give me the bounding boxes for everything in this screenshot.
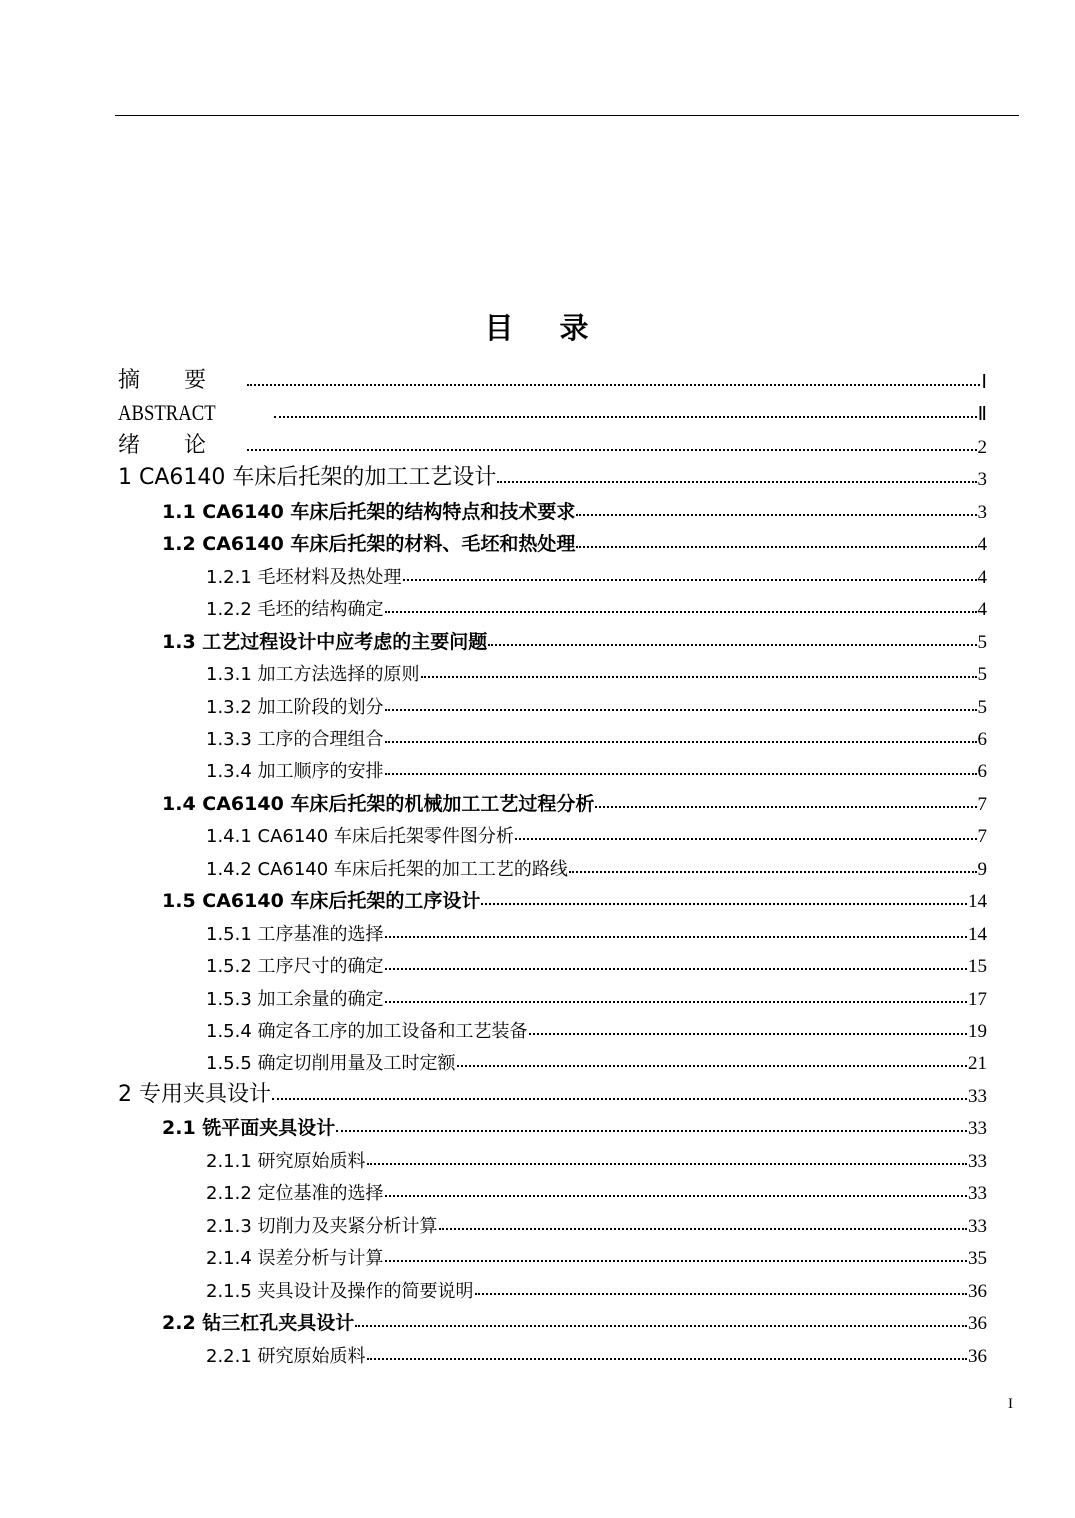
toc-leader-dots — [403, 579, 977, 581]
toc-entry[interactable] — [206, 979, 987, 1011]
toc-entry-page: 36 — [968, 1280, 987, 1302]
toc-entry-label: 2 专用夹具设计 — [118, 1081, 271, 1107]
toc-entry[interactable] — [162, 524, 987, 556]
toc-entry[interactable] — [206, 687, 987, 719]
toc-entry-page: 33 — [968, 1085, 987, 1107]
toc-entry-label: 1.5 CA6140 车床后托架的工序设计 — [162, 890, 481, 913]
toc-entry[interactable] — [206, 816, 987, 848]
toc-entry-label: 1.2.1 毛坯材料及热处理 — [206, 566, 402, 588]
toc-entry-label: 1.1 CA6140 车床后托架的结构特点和技术要求 — [162, 500, 576, 523]
toc-entry-page: 35 — [968, 1248, 987, 1270]
toc-entry-label: 绪 论 — [118, 432, 207, 458]
toc-entry[interactable] — [162, 881, 987, 913]
toc-entry-label: 1.4.1 CA6140 车床后托架零件图分析 — [206, 826, 514, 848]
toc-entry-label: 1 CA6140 车床后托架的加工工艺设计 — [118, 465, 497, 491]
toc-entry-label: 1.3.1 加工方法选择的原则 — [206, 664, 420, 686]
toc-entry-page: 33 — [968, 1215, 987, 1237]
toc-entry[interactable] — [206, 1271, 987, 1303]
toc-leader-dots — [385, 968, 967, 970]
toc-leader-dots — [595, 806, 976, 808]
toc-entry[interactable] — [206, 654, 987, 686]
toc-leader-dots — [385, 611, 977, 613]
toc-entry-page: 5 — [977, 696, 987, 718]
toc-leader-dots — [576, 546, 976, 548]
toc-entry-page: 7 — [977, 793, 987, 815]
toc-entry[interactable] — [162, 492, 987, 524]
toc-entry[interactable] — [118, 394, 987, 426]
toc-entry-label: 1.3.3 工序的合理组合 — [206, 728, 384, 750]
toc-entry-label: 2.2.1 研究原始质料 — [206, 1345, 366, 1367]
toc-leader-dots — [481, 903, 967, 905]
toc-entry[interactable] — [206, 849, 987, 881]
toc-entry-label: 1.3 工艺过程设计中应考虑的主要问题 — [162, 630, 488, 653]
toc-entry[interactable] — [206, 914, 987, 946]
toc-entry-label: 2.1.3 切削力及夹紧分析计算 — [206, 1215, 438, 1237]
toc-entry-label: 摘 要 — [118, 368, 207, 393]
toc-entry-label: 2.1.2 定位基准的选择 — [206, 1183, 384, 1205]
toc-entry-label: 1.2.2 毛坯的结构确定 — [206, 599, 384, 621]
toc-entry-label: 1.3.4 加工顺序的安排 — [206, 761, 384, 783]
toc-entry-page: 2 — [977, 436, 987, 458]
toc-entry[interactable] — [162, 622, 987, 654]
toc-leader-dots — [576, 514, 976, 516]
toc-entry[interactable] — [162, 1108, 987, 1140]
toc-entry-page: 14 — [968, 923, 987, 945]
toc-entry-label: 2.2 钻三杠孔夹具设计 — [162, 1312, 355, 1335]
toc-entry-page: 17 — [968, 988, 987, 1010]
toc-entry-page: 5 — [977, 631, 987, 653]
toc-leader-dots — [475, 1293, 967, 1295]
toc-leader-dots — [497, 481, 976, 483]
toc-title-char-2: 录 — [559, 311, 591, 345]
toc-entry[interactable] — [206, 1141, 987, 1173]
toc-entry-label: 1.4.2 CA6140 车床后托架的加工工艺的路线 — [206, 858, 568, 880]
toc-entry[interactable] — [206, 751, 987, 783]
toc-leader-dots — [439, 1228, 967, 1230]
toc-entry-page: 15 — [968, 956, 987, 978]
toc-entry-page: 33 — [968, 1150, 987, 1172]
toc-entry-page: 14 — [968, 891, 987, 913]
toc-entry[interactable] — [206, 1336, 987, 1368]
toc-leader-dots — [569, 871, 977, 873]
toc-entry[interactable] — [206, 1238, 987, 1270]
toc-entry-page: 19 — [968, 1021, 987, 1042]
toc-leader-dots — [367, 1163, 967, 1165]
toc-entry-page: 3 — [977, 501, 987, 523]
toc-entry-page: 21 — [968, 1053, 987, 1075]
toc-entry-page: 6 — [977, 728, 987, 750]
toc-entry[interactable] — [206, 1206, 987, 1238]
toc-leader-dots — [367, 1358, 967, 1360]
toc-entry-page: Ⅱ — [977, 404, 987, 426]
toc-leader-dots — [385, 1195, 967, 1197]
toc-leader-dots — [355, 1325, 967, 1327]
toc-entry-label: 1.3.2 加工阶段的划分 — [206, 696, 384, 718]
toc-entry[interactable] — [206, 557, 987, 589]
toc-entry[interactable] — [206, 719, 987, 751]
toc-entry-page: 9 — [977, 858, 987, 880]
toc-entry-page: 33 — [968, 1118, 987, 1140]
toc-entry-label: 2.1.1 研究原始质料 — [206, 1150, 366, 1172]
toc-entry-page: 33 — [968, 1183, 987, 1205]
toc-entry-label: 1.4 CA6140 车床后托架的机械加工工艺过程分析 — [162, 792, 595, 815]
toc-leader-dots — [272, 1098, 967, 1100]
toc-entry-label: 1.5.3 加工余量的确定 — [206, 988, 384, 1010]
toc-entry[interactable] — [206, 946, 987, 978]
toc-entry[interactable] — [162, 784, 987, 816]
toc-entry-label: 1.5.2 工序尺寸的确定 — [206, 956, 384, 978]
toc-entry-label: 1.5.5 确定切削用量及工时定额 — [206, 1053, 456, 1075]
toc-entry-label: ABSTRACT — [118, 400, 216, 426]
toc-entry-label: 2.1 铣平面夹具设计 — [162, 1117, 336, 1140]
toc-entry-page: 5 — [977, 664, 987, 686]
toc-entry-page: 4 — [977, 566, 987, 588]
toc-leader-dots — [529, 1033, 967, 1035]
toc-entry[interactable] — [206, 1043, 987, 1075]
toc-entry[interactable] — [162, 1303, 987, 1335]
toc-leader-dots — [385, 741, 977, 743]
toc-title — [0, 308, 1075, 348]
toc-leader-dots — [385, 1260, 967, 1262]
toc-entry-page: Ⅰ — [981, 372, 987, 393]
toc-leader-dots — [488, 644, 976, 646]
toc-leader-dots — [247, 384, 980, 386]
toc-entry-label: 2.1.5 夹具设计及操作的简要说明 — [206, 1280, 474, 1302]
toc-entry[interactable] — [206, 589, 987, 621]
toc-entry[interactable] — [206, 1173, 987, 1205]
toc-entry[interactable] — [118, 362, 987, 394]
toc-leader-dots — [385, 936, 967, 938]
footer-page-number: I — [1008, 1396, 1013, 1412]
toc-leader-dots — [247, 449, 976, 451]
toc-leader-dots — [385, 709, 977, 711]
toc-leader-dots — [457, 1065, 967, 1067]
toc-entry-label: 2.1.4 误差分析与计算 — [206, 1248, 384, 1270]
toc-entry-page: 36 — [968, 1313, 987, 1335]
toc-entry-page: 4 — [977, 599, 987, 621]
toc-entry-page: 6 — [977, 761, 987, 783]
toc-entry[interactable] — [206, 1011, 987, 1043]
toc-entry-label: 1.5.4 确定各工序的加工设备和工艺装备 — [206, 1021, 528, 1042]
toc-entry[interactable] — [118, 1076, 987, 1108]
toc-title-char-1: 目 — [484, 311, 516, 345]
toc-entry-label: 1.2 CA6140 车床后托架的材料、毛坯和热处理 — [162, 533, 576, 556]
toc-leader-dots — [385, 773, 977, 775]
toc-entry-page: 4 — [977, 534, 987, 556]
toc-entry-label: 1.5.1 工序基准的选择 — [206, 923, 384, 945]
toc-leader-dots — [336, 1130, 967, 1132]
toc-entry-page: 7 — [977, 826, 987, 848]
toc-entry-page: 3 — [977, 469, 987, 491]
toc-entry[interactable] — [118, 427, 987, 459]
toc-leader-dots — [515, 838, 977, 840]
toc-entry[interactable] — [118, 459, 987, 491]
toc-leader-dots — [421, 676, 977, 678]
toc-entry-page: 36 — [968, 1345, 987, 1367]
header-rule — [115, 115, 1019, 116]
toc-leader-dots — [385, 1001, 967, 1003]
toc-leader-dots — [274, 416, 977, 418]
